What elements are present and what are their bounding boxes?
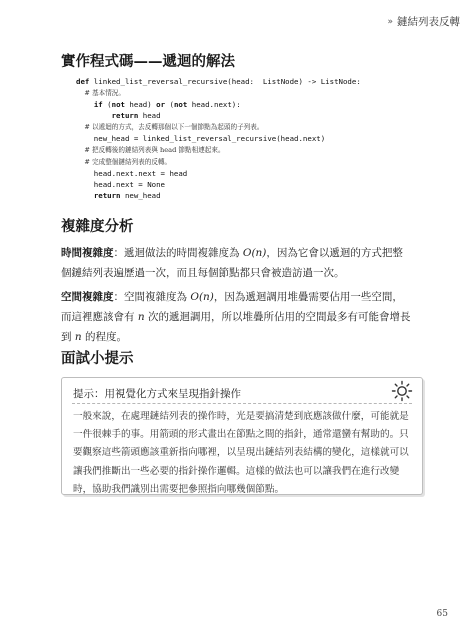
code-line: new_head = linked_list_reversal_recursive(head.next): [76, 134, 326, 143]
tip-title: 提示：用視覺化方式來呈現指針操作: [73, 388, 241, 400]
section-heading-tips: 面試小提示: [61, 351, 134, 367]
code-keyword: not: [111, 100, 125, 109]
code-block: [76, 76, 436, 201]
code-keyword: not: [173, 100, 188, 109]
tip-body: 一般來說，在處理鏈結列表的操作時，光是要搞清楚到底應該做什麼，可能就是一件很棘手的事。用箭頭的形式畫出在節點之間的指針，通常還蠻有幫助的。只要觀察這些箭頭應該重新指向哪裡，以呈現出鏈結列表結構的變化，這樣就可以讓我們推斷出一些必要的指針操作邏輯。這樣的做法也可以讓我們在進行改變時，協助我們識別出需要把參照指向哪幾個節點。: [73, 411, 409, 495]
para-text: 的程度。: [81, 331, 127, 343]
code-keyword: def: [76, 77, 90, 86]
code-comment: # 把反轉後的鏈結列表與 head 節點相連起來。: [76, 146, 225, 154]
code-comment: # 完成整個鏈結列表的反轉。: [76, 158, 172, 166]
code-text: new_head: [120, 191, 161, 200]
space-complexity-paragraph: [61, 287, 413, 347]
code-text: head): [124, 100, 157, 109]
para-text: 次的遞迴調用，所以堆疊所佔用的空間最多有可能會增長到: [61, 311, 411, 343]
space-complexity-label: 空間複雜度: [61, 291, 114, 303]
math-variable: n: [74, 331, 82, 343]
para-text: ，因為遞迴調用堆疊需要佔用一些空間，而這裡應該會有: [61, 291, 403, 323]
para-text: ：空間複雜度為: [113, 291, 191, 303]
time-complexity-label: 時間複雜度: [61, 247, 114, 259]
code-keyword: return: [93, 191, 121, 200]
code-comment: # 基本情況。: [76, 89, 125, 97]
chevron-right-icon: »: [387, 16, 391, 27]
time-complexity-paragraph: [61, 243, 413, 283]
code-text: head: [138, 111, 161, 120]
section-heading-complexity: 複雜度分析: [61, 219, 134, 235]
code-keyword: return: [111, 111, 139, 120]
math-variable: n: [137, 311, 145, 323]
code-comment: # 以遞迴的方式，去反轉那個以下一個節點為起頭的子列表。: [76, 123, 264, 131]
tip-divider: [72, 403, 412, 404]
code-text: head.next):: [187, 100, 241, 109]
math-expression: O(n): [190, 291, 214, 303]
running-header: [387, 14, 460, 29]
code-line: head.next = None: [76, 180, 165, 189]
section-heading-implementation: 實作程式碼——遞迴的解法: [61, 54, 235, 70]
page-number: 65: [436, 609, 448, 619]
running-title: 鏈結列表反轉: [397, 16, 460, 28]
tip-box: [61, 377, 423, 495]
code-line: head.next.next = head: [76, 169, 188, 178]
math-expression: O(n): [242, 247, 267, 259]
lightbulb-icon: [391, 380, 413, 402]
para-text: ，因為它會以遞迴的方式把整個鏈結列表遍歷過一次，而且每個節點都只會被造訪過一次。: [61, 247, 403, 279]
code-text: (: [102, 100, 112, 109]
para-text: ：遞迴做法的時間複雜度為: [113, 247, 243, 259]
code-line: linked_list_reversal_recursive(head: ListNode) -> ListNode:: [89, 77, 361, 86]
code-keyword: or: [156, 100, 166, 109]
code-keyword: if: [93, 100, 103, 109]
code-text: (: [165, 100, 174, 109]
